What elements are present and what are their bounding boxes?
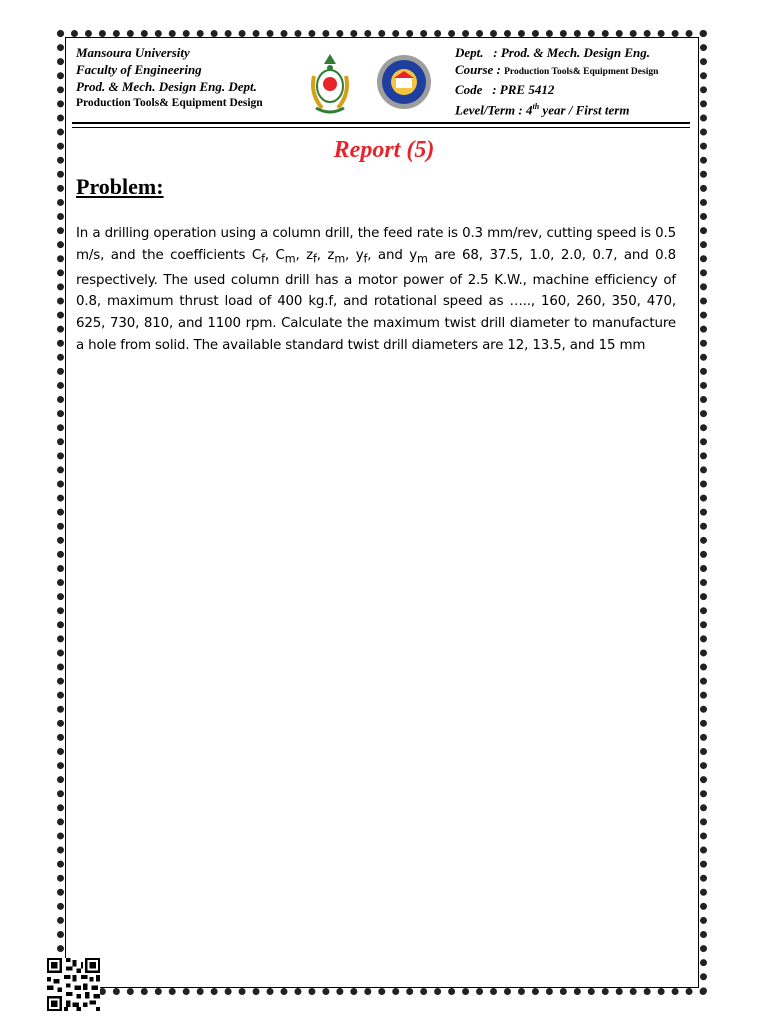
dept-value: : Prod. & Mech. Design Eng. [493,45,651,60]
level-sup: th [532,102,540,111]
course-line [455,61,695,81]
code-label: Code [455,82,483,97]
problem-heading: Problem: [76,174,164,199]
faculty-gear-emblem-icon [375,53,433,111]
sub-zm: m [334,252,346,266]
sub-cf: f [261,252,265,266]
course-value: Production Tools& Equipment Design [504,67,659,77]
level-prefix: Level/Term : 4 [455,102,533,118]
header-right-block [455,44,695,118]
dept-line [455,44,695,61]
problem-text-6: , and y [367,247,418,263]
course-name: Production Tools& Equipment Design [76,97,263,109]
problem-text-4: , z [316,247,335,263]
problem-text-2: , C [264,247,285,263]
sub-cm: m [284,252,296,266]
problem-text-1: In a drilling operation using a column drill, the feed rate is 0.3 mm/rev, cutting speed is 0.5 m/s, and the coefficients C [76,226,676,263]
university-name: Mansoura University [76,45,190,60]
level-suffix: year / First term [539,102,630,118]
problem-text-5: , y [345,247,364,263]
sub-zf: f [312,252,317,266]
header-divider [72,122,690,128]
header-left-block [76,44,296,112]
problem-statement [76,223,676,356]
problem-text-3: , z [295,247,313,263]
sub-ym: m [417,252,428,266]
department-name: Prod. & Mech. Design Eng. Dept. [76,79,257,94]
dept-label: Dept. [455,45,484,60]
course-label: Course : [455,62,501,77]
faculty-name: Faculty of Engineering [76,62,202,77]
university-emblem-icon [300,48,360,116]
sub-yf: f [363,252,368,266]
qr-code-icon [47,958,100,1011]
problem-text-7: are 68, 37.5, 1.0, 2.0, 0.7, and 0.8 respectively. The used column drill has a motor power of 2.5 K.W., machine efficiency of 0.8, maximum thrust load of 400 kg.f, and rotational speed as ….., 160, 260, 350, 470, 625, 730, 810, and 1100 rpm. Calculate the maximum twist drill diameter to manufacture a hole from solid. The available standard twist drill diameters are 12, 13.5, and 15 mm [76,247,677,353]
report-title: Report (5) [333,137,435,163]
code-line [455,81,695,98]
code-value: : PRE 5412 [492,82,555,97]
level-line [455,98,695,118]
